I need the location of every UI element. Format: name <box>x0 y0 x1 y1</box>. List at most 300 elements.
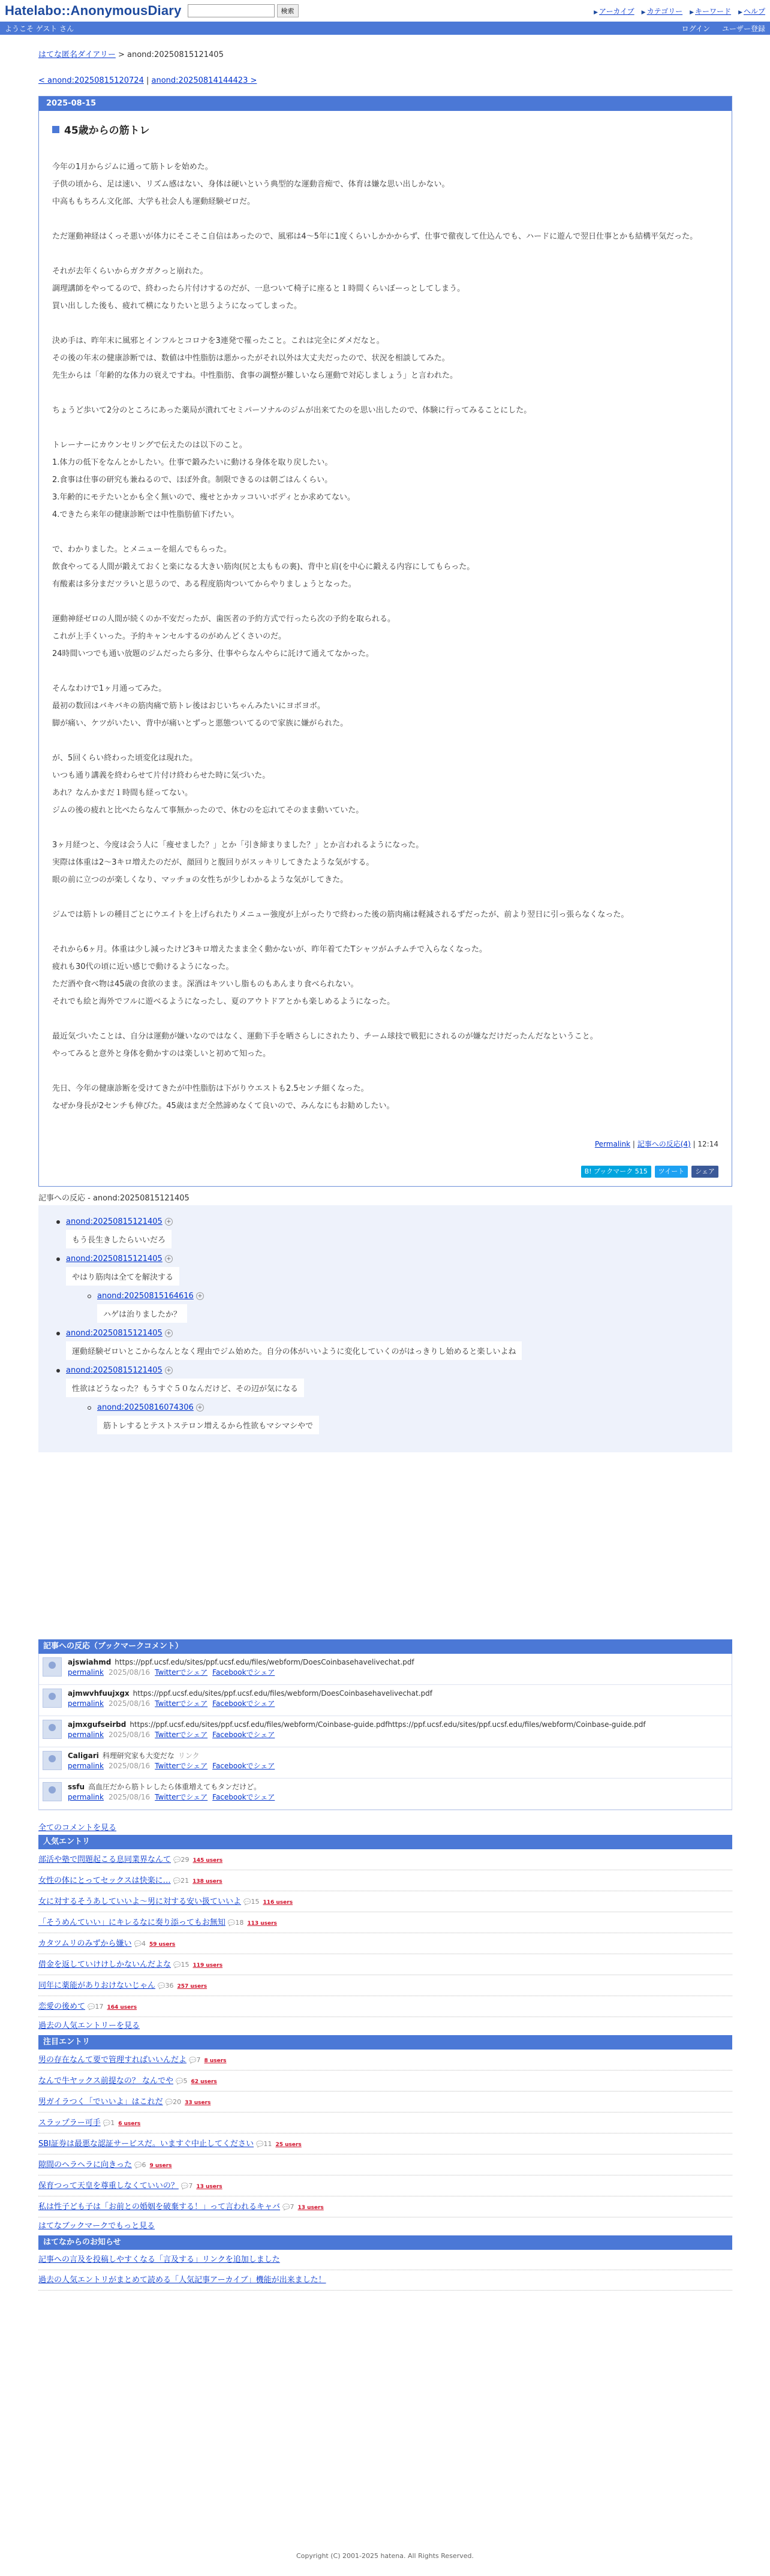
comment-count-value: 15 <box>251 1898 260 1906</box>
comment-bubble-icon: 💬 <box>134 1941 142 1948</box>
entry-line: 眼の前に立つのが楽しくなり、マッチョの女性ちが少しわかるような気がしてきた。 <box>52 875 348 884</box>
reaction-link-row <box>88 1292 714 1301</box>
bookmark-comment <box>39 1716 732 1747</box>
entry-line: そんなわけで1ヶ月通ってみた。 <box>52 684 167 693</box>
entry-line: ただ酒や食べ物は45歳の食欲のまま。深酒はキツいし脂ものもあんまり食べられない。 <box>52 980 359 989</box>
bookmark-twitter-share[interactable]: Twitterでシェア <box>155 1699 208 1708</box>
comment-bubble-icon: 💬 <box>165 2099 173 2106</box>
comment-count <box>88 2003 103 2011</box>
attention-item-link[interactable]: 私は性子ども子は「お前との婚姻を破棄する！」って言われるキャバ <box>38 2202 281 2211</box>
bookmark-comment-body <box>68 1720 646 1743</box>
top-nav-help-link[interactable]: ヘルプ <box>743 7 765 16</box>
entry-paragraph <box>52 402 718 419</box>
bookmark-comment <box>39 1747 732 1778</box>
bookmark-comment-line <box>68 1782 279 1792</box>
entry-paragraph <box>52 332 718 384</box>
bookmark-twitter-share[interactable]: Twitterでシェア <box>155 1731 208 1739</box>
top-nav-category[interactable] <box>642 6 682 16</box>
entry-line: 4.できたら来年の健康診断では中性脂肪値下げたい。 <box>52 510 239 519</box>
entry-line: 中高ももちろん文化部、大学も社会人も運動経験ゼロだ。 <box>52 197 255 206</box>
popular-item-link[interactable]: 「そうめんていい」にキレるなに奏り添ってもお無知 <box>38 1918 225 1927</box>
popular-item-link[interactable]: 借金を返していけけしかないんだよな <box>38 1960 172 1969</box>
comment-count-value: 1 <box>110 2119 115 2127</box>
expand-icon[interactable]: + <box>196 1404 204 1412</box>
comment-bubble-icon: 💬 <box>189 2057 197 2064</box>
comment-bubble-icon: 💬 <box>173 1878 181 1885</box>
comment-bubble-icon: 💬 <box>243 1899 251 1906</box>
search-button[interactable]: 検索 <box>277 4 299 17</box>
entry-line: 決め手は、昨年末に風邪とインフルとコロナを3連発で罹ったこと。これは完全にダメだなと。 <box>52 336 384 345</box>
bullet-icon <box>88 1406 91 1410</box>
login-link[interactable]: ログイン <box>681 24 710 33</box>
entry-line: ジムでは筋トレの種目ごとにウエイトを上げられたりメニュー強度が上がったりで終わった後の筋肉痛は軽減されるずだったが、前より翌日に引っ張らなくなった。 <box>52 910 629 919</box>
attention-item <box>38 2154 732 2175</box>
avatar[interactable] <box>43 1657 62 1677</box>
attention-item-link[interactable]: なんで牛ヤックス前提なの？ なんでや <box>38 2077 174 2086</box>
users-badge[interactable]: 62 users <box>191 2079 217 2085</box>
comment-count <box>173 1877 189 1885</box>
entry-line: 3.年齢的にモテたいとかも全く無いので、痩せとかカッコいいボディとか求めてない。 <box>52 493 355 502</box>
bookmark-date: 2025/08/16 <box>109 1668 151 1677</box>
permalink[interactable]: Permalink <box>594 1140 631 1148</box>
diary-entry <box>38 96 732 1187</box>
comment-bubble-icon: 💬 <box>158 1983 166 1990</box>
entry-line: ジムの後の疲れと比べたらなんて事無かったので、休むのを忘れてそのまま動いていた。 <box>52 806 364 815</box>
popular-item-link[interactable]: 同年に薬能がありおけないじゃん <box>38 1981 156 1990</box>
reaction-text: もう長生きしたらいいだろ <box>66 1230 172 1248</box>
popular-item <box>38 1933 732 1954</box>
bookmark-date: 2025/08/16 <box>109 1762 151 1770</box>
bookmark-comment <box>39 1778 732 1810</box>
entry-line: 24時間いつでも通い放題のジムだったら多分、仕事やらなんやらに託けて通えてなかった。 <box>52 649 374 658</box>
bookmark-comment-body <box>68 1782 279 1805</box>
avatar[interactable] <box>43 1751 62 1770</box>
entry-paragraph <box>52 228 718 245</box>
search-input[interactable] <box>188 4 275 17</box>
comment-count <box>256 2140 272 2148</box>
bookmark-user[interactable]: ajswiahmd <box>68 1658 112 1666</box>
entry-paragraphs <box>52 158 718 1115</box>
bookmark-date: 2025/08/16 <box>109 1793 151 1801</box>
reaction-link-row <box>88 1403 714 1412</box>
comment-count-value: 6 <box>142 2161 146 2169</box>
popular-item-link[interactable]: 部活や塾で問題起こる息同業界なんて <box>38 1855 172 1864</box>
bookmark-comment-body <box>68 1751 279 1774</box>
reaction-item <box>88 1292 714 1323</box>
comment-bubble-icon: 💬 <box>173 1962 181 1969</box>
bookmark-comment-line <box>68 1689 432 1699</box>
breadcrumb-home[interactable]: はてな匿名ダイアリー <box>38 50 116 59</box>
entry-title-text: 45歳からの筋トレ <box>64 125 150 137</box>
entry-paragraph <box>52 541 718 593</box>
notice-link[interactable]: 記事への言及を投稿しやすくなる「言及する」リンクを追加しました <box>38 2255 280 2264</box>
bookmark-date: 2025/08/16 <box>109 1731 151 1739</box>
entry-line: 最初の数回はバキバキの筋肉痛で筋トレ後はおじいちゃんみたいにヨボヨボ。 <box>52 702 326 711</box>
entry-paragraph <box>52 750 718 819</box>
bookmark-permalink[interactable]: permalink <box>68 1668 104 1677</box>
notice-link[interactable]: 過去の人気エントリがまとめて読める「人気記事アーカイブ」機能が出来ました！ <box>38 2276 326 2285</box>
users-badge[interactable]: 164 users <box>107 2005 137 2011</box>
users-badge[interactable]: 25 users <box>275 2142 302 2148</box>
square-icon <box>52 126 59 133</box>
comment-count-value: 5 <box>183 2077 188 2085</box>
reaction-link-row <box>56 1329 714 1338</box>
comment-count-value: 36 <box>165 1982 174 1990</box>
footer-sep: | <box>630 1140 637 1148</box>
attention-item-link[interactable]: 保育つって天皇を尊重しなくていいの？ <box>38 2181 179 2190</box>
top-nav-category-link[interactable]: カテゴリー <box>646 7 683 16</box>
entry-line: 3ヶ月経つと、今度は会う人に「痩せました？」とか「引き締まりました？」とか言われるようになった。 <box>52 841 424 850</box>
comment-count <box>134 1940 145 1948</box>
comment-count-value: 29 <box>181 1856 190 1864</box>
entry-line: 2.食事は仕事の研究も兼ねるので、ほぼ外食。制限できるのは朝ごはんくらい。 <box>52 476 333 484</box>
entry-line: 子供の頃から、足は速い、リズム感はない、身体は硬いという典型的な運動音痴で、体育は嫌な思い出しかない。 <box>52 180 450 189</box>
bookmark-permalink[interactable]: permalink <box>68 1699 104 1708</box>
users-badge[interactable]: 33 users <box>185 2100 211 2106</box>
facebook-share-button[interactable]: シェア <box>691 1166 718 1178</box>
bookmark-comment <box>39 1685 732 1716</box>
breadcrumb-sep: > <box>115 50 128 59</box>
notices-heading: はてなからのお知らせ <box>38 2235 732 2250</box>
popular-item-link[interactable]: 女性の体にとってセックスは快楽に… <box>38 1876 171 1885</box>
breadcrumb <box>38 48 732 59</box>
comment-count-value: 15 <box>181 1961 190 1969</box>
bookmark-user[interactable]: ssfu <box>68 1783 85 1791</box>
comment-bubble-icon: 💬 <box>134 2162 142 2169</box>
comment-count <box>173 1961 189 1969</box>
bookmark-twitter-share[interactable]: Twitterでシェア <box>155 1668 208 1677</box>
user-bar <box>0 22 770 35</box>
attention-heading: 注目エントリ <box>38 2035 732 2050</box>
reaction-item <box>88 1403 714 1434</box>
entry-footer <box>52 1139 718 1149</box>
bookmark-facebook-share[interactable]: Facebookでシェア <box>212 1793 275 1801</box>
bullet-icon <box>88 1295 91 1298</box>
triangle-icon: ▶ <box>690 10 694 16</box>
avatar[interactable] <box>43 1689 62 1708</box>
notice-item <box>38 2250 732 2270</box>
reaction-text: ハゲは治りましたか？ <box>97 1304 187 1323</box>
entry-line: 1.体力の低下をなんとかしたい。仕事で鍛みたいに動ける身体を取り戻したい。 <box>52 458 333 467</box>
prev-next-sep: | <box>143 76 152 85</box>
bullet-icon <box>56 1332 60 1335</box>
notices-list <box>38 2250 732 2291</box>
attention-item <box>38 2196 732 2217</box>
users-badge[interactable]: 9 users <box>149 2163 172 2169</box>
comment-count-value: 7 <box>290 2203 294 2211</box>
entry-line: あれ？なんかまだ１時間も経ってない。 <box>52 789 193 798</box>
expand-icon[interactable]: + <box>165 1218 173 1226</box>
comment-bubble-icon: 💬 <box>181 2183 189 2190</box>
entry-paragraph <box>52 1028 718 1063</box>
entry-line: それから6ヶ月。体重は少し減ったけど3キロ増えたまま全く動かないが、昨年着てたTシャツがムチムチで入らなくなった。 <box>52 945 488 954</box>
entry-line: で、わかりました。とメニューを組んでもらった。 <box>52 545 231 554</box>
attention-item-link[interactable]: SBI証券は最悪な認証サービスだ。いますぐ中止してください <box>38 2139 254 2148</box>
comment-bubble-icon: 💬 <box>227 1920 236 1927</box>
avatar[interactable] <box>43 1720 62 1739</box>
reaction-link[interactable]: anond:20250815121405 <box>66 1217 163 1226</box>
entry-body <box>39 111 732 1186</box>
entry-line: なぜか身長が2センチも伸びた。45歳はまだ全然諦めなくて良いので、みんなにもお勧めしたい。 <box>52 1102 395 1111</box>
users-badge[interactable]: 138 users <box>192 1879 222 1885</box>
entry-line: それが去年くらいからガクガクっと崩れた。 <box>52 267 208 276</box>
popular-more <box>38 2017 732 2035</box>
site-logo[interactable]: Hatelabo::AnonymousDiary <box>5 3 182 18</box>
top-nav-help[interactable] <box>738 6 765 16</box>
entry-line: 有酸素は多分まだツラいと思うので、ある程度筋肉ついてからやりましょうとなった。 <box>52 580 356 589</box>
bookmark-date: 2025/08/16 <box>109 1699 151 1708</box>
attention-more <box>38 2217 732 2235</box>
entry-title <box>52 122 718 137</box>
bullet-icon <box>56 1257 60 1261</box>
attention-item <box>38 2071 732 2092</box>
comment-bubble-icon: 💬 <box>282 2204 290 2211</box>
attention-item <box>38 2133 732 2154</box>
notice-item <box>38 2270 732 2291</box>
bookmark-extra: リンク <box>178 1752 200 1760</box>
bookmark-facebook-share[interactable]: Facebookでシェア <box>212 1699 275 1708</box>
reaction-link[interactable]: anond:20250816074306 <box>97 1403 194 1412</box>
bookmark-meta <box>68 1699 432 1709</box>
attention-item <box>38 2092 732 2112</box>
entry-line: それでも絵と海外でフルに遊べるようになったし、夏のアウトドアとかも楽しめるようになった。 <box>52 997 395 1006</box>
attention-item-link[interactable]: 男の存在なんて要で管理すればいいんだよ <box>38 2056 187 2065</box>
bookmark-comment-line <box>68 1720 646 1730</box>
bookmark-permalink[interactable]: permalink <box>68 1762 104 1770</box>
reaction-item <box>56 1217 714 1248</box>
entry-paragraph <box>52 680 718 732</box>
comment-bubble-icon: 💬 <box>176 2078 184 2085</box>
avatar[interactable] <box>43 1782 62 1801</box>
entry-line: 脚が痛い、ケツがいたい、背中が痛いとずっと悪態ついてるので家族に嫌がられた。 <box>52 719 348 728</box>
attention-list <box>38 2050 732 2217</box>
reaction-link[interactable]: anond:20250815164616 <box>97 1292 194 1301</box>
users-badge[interactable]: 116 users <box>263 1900 293 1906</box>
main-column <box>38 48 732 2291</box>
bookmark-facebook-share[interactable]: Facebookでシェア <box>212 1668 275 1677</box>
triangle-icon: ▶ <box>641 10 646 16</box>
comment-bubble-icon: 💬 <box>103 2120 111 2127</box>
entry-line: 今年の1月からジムに通って筋トレを始めた。 <box>52 162 213 171</box>
attention-item-link[interactable]: 隙間のヘラヘラに向きった <box>38 2160 133 2169</box>
spacer <box>38 1452 732 1639</box>
bookmark-user[interactable]: Caligari <box>68 1752 99 1760</box>
bookmark-permalink[interactable]: permalink <box>68 1793 104 1801</box>
comment-count-value: 4 <box>141 1940 146 1948</box>
comment-count-value: 17 <box>95 2003 104 2011</box>
bookmark-facebook-share[interactable]: Facebookでシェア <box>212 1731 275 1739</box>
entry-line: 運動神経ゼロの人間が続くのか不安だったが、歯医者の予約方式で行ったら次の予約を取られる。 <box>52 615 396 624</box>
popular-item <box>38 1954 732 1975</box>
top-nav <box>594 6 765 16</box>
attention-item <box>38 2112 732 2133</box>
share-row <box>52 1166 718 1178</box>
comment-count <box>189 2056 200 2064</box>
bookmark-meta <box>68 1761 279 1771</box>
entry-paragraph <box>52 437 718 523</box>
bookmark-comment-text: https://ppf.ucsf.edu/sites/ppf.ucsf.edu/files/webform/Coinbase-guide.pdfhttps://ppf.ucsf.edu/sites/ppf.ucsf.edu/files/webform/Coinbase-guide.pdf <box>130 1720 646 1729</box>
bookmark-meta <box>68 1668 414 1678</box>
popular-item-link[interactable]: 女に対するそうあしていいよ～男に対する安い扱ていいよ <box>38 1897 242 1906</box>
comment-count-value: 11 <box>263 2140 272 2148</box>
comment-bubble-icon: 💬 <box>88 2004 95 2011</box>
reaction-link-row <box>56 1217 714 1226</box>
bookmark-twitter-share[interactable]: Twitterでシェア <box>155 1762 208 1770</box>
bookmark-permalink[interactable]: permalink <box>68 1731 104 1739</box>
users-badge[interactable]: 59 users <box>149 1942 176 1948</box>
popular-item <box>38 1912 732 1933</box>
reaction-item <box>56 1329 714 1360</box>
attention-item-link[interactable]: 男ガイラつく「でいいよ」はこれだ <box>38 2097 163 2106</box>
top-nav-archive-link[interactable]: アーカイブ <box>598 7 634 16</box>
welcome-text: ようこそ ゲスト さん <box>5 24 74 33</box>
comment-count-value: 20 <box>173 2098 182 2106</box>
triangle-icon: ▶ <box>594 10 598 16</box>
popular-heading: 人気エントリ <box>38 1835 732 1849</box>
entry-line: いつも通り講義を終わらせて片付け終わらせた時に気づいた。 <box>52 771 270 780</box>
comment-count <box>282 2203 294 2211</box>
top-nav-keyword[interactable] <box>690 6 731 16</box>
attention-item-link[interactable]: スラップラー可手 <box>38 2118 101 2127</box>
popular-item-link[interactable]: カタツムリのみずから嫌い <box>38 1939 132 1948</box>
entry-line: 買い出しした後も、疲れて横になりたいと思うようになってしまった。 <box>52 302 302 311</box>
entry-line: その後の年末の健康診断では、数値は中性脂肪は悪かったがそれ以外は大丈夫だったので、状況を相談してみた。 <box>52 354 450 363</box>
bookmark-comments-list <box>38 1654 732 1810</box>
popular-item <box>38 1975 732 1996</box>
comment-count <box>134 2161 146 2169</box>
comment-count <box>166 2098 181 2106</box>
triangle-icon: ▶ <box>738 10 742 16</box>
popular-list <box>38 1849 732 2017</box>
entry-line: 調理講師をやってるので、終わったら片付けするのだが、一息ついて椅子に座ると１時間くらいぼーっとしてしまう。 <box>52 284 465 293</box>
bullet-icon <box>56 1220 60 1224</box>
expand-icon[interactable]: + <box>196 1292 204 1300</box>
all-comments-link[interactable]: 全てのコメントを見る <box>38 1823 117 1832</box>
comment-count-value: 7 <box>188 2182 193 2190</box>
next-entry-link[interactable]: anond:20250814144423 > <box>151 76 257 85</box>
comment-count-value: 21 <box>181 1877 190 1885</box>
entry-paragraph <box>52 158 718 210</box>
reaction-text: 筋トレするとテストステロン増えるから性欲もマシマシやで <box>97 1416 319 1434</box>
bookmark-meta <box>68 1730 646 1740</box>
bookmark-user[interactable]: ajmxgufseirbd <box>68 1720 127 1729</box>
reaction-link[interactable]: anond:20250815121405 <box>66 1254 163 1263</box>
users-badge[interactable]: 113 users <box>247 1921 277 1927</box>
popular-item <box>38 1870 732 1891</box>
entry-paragraph <box>52 906 718 923</box>
all-comments <box>38 1821 732 1832</box>
reaction-item <box>56 1366 714 1397</box>
reaction-text: やはり筋肉は全てを解決する <box>66 1267 179 1286</box>
site-header <box>0 0 770 22</box>
bookmark-user[interactable]: ajmwvhfuujxgx <box>68 1689 130 1698</box>
comment-count <box>181 2182 192 2190</box>
entry-paragraph <box>52 836 718 889</box>
bookmark-comment-body <box>68 1657 414 1681</box>
bookmark-comment-text: https://ppf.ucsf.edu/sites/ppf.ucsf.edu/files/webform/DoesCoinbasehavelivechat.pdf <box>115 1658 414 1666</box>
top-nav-archive[interactable] <box>594 6 634 16</box>
users-badge[interactable]: 257 users <box>177 1984 207 1990</box>
entry-line: が、5回くらい終わった頃変化は現れた。 <box>52 754 198 763</box>
reactions-tree <box>38 1205 732 1452</box>
prev-entry-link[interactable]: < anond:20250815120724 <box>38 76 144 85</box>
comment-count-value: 18 <box>235 1919 244 1927</box>
entry-line: トレーナーにカウンセリングで伝えたのは以下のこと。 <box>52 441 247 450</box>
entry-line: 疲れも30代の頃に近い感じで動けるようになった。 <box>52 962 234 971</box>
expand-icon[interactable]: + <box>165 1367 173 1374</box>
popular-more-link[interactable]: 過去の人気エントリーを見る <box>38 2021 140 2030</box>
entry-line: ちょうど歩いて2分のところにあった薬局が潰れてセミパーソナルのジムが出来てたのを思い出したので、体験に行ってみることにした。 <box>52 406 532 415</box>
bookmark-facebook-share[interactable]: Facebookでシェア <box>212 1762 275 1770</box>
comment-count <box>158 1982 173 1990</box>
attention-item <box>38 2175 732 2196</box>
expand-icon[interactable]: + <box>165 1329 173 1337</box>
entry-paragraph <box>52 610 718 663</box>
entry-line: ただ運動神経はくっそ悪いが体力にそこそこ自信はあったので、風邪は4〜5年に1度くらいしかかからず、仕事で徹夜して仕込んでも、ハードに遊んで翌日仕事とかも結構平気だった。 <box>52 232 698 241</box>
bookmark-twitter-share[interactable]: Twitterでシェア <box>155 1793 208 1801</box>
register-link[interactable]: ユーザー登録 <box>721 24 765 33</box>
entry-paragraph <box>52 941 718 1010</box>
reactions-heading: 記事への反応 - anond:20250815121405 <box>38 1194 190 1203</box>
entry-line: 最近気づいたことは、自分は運動が嫌いなのではなく、運動下手を晒さらしにされたり、チーム球技で戦犯にされるのが嫌なだけだったんだなということ。 <box>52 1032 598 1041</box>
entry-line: 実際は体重は2〜3キロ増えたのだが、顔回りと腹回りがスッキリしてきたような気がする。 <box>52 858 374 867</box>
breadcrumb-current: anond:20250815121405 <box>127 50 224 59</box>
entry-date: 2025-08-15 <box>39 97 732 111</box>
top-nav-keyword-link[interactable]: キーワード <box>695 7 732 16</box>
reaction-link-row <box>56 1254 714 1263</box>
bookmark-comment-text: https://ppf.ucsf.edu/sites/ppf.ucsf.edu/files/webform/DoesCoinbasehavelivechat.pdf <box>133 1689 432 1698</box>
expand-icon[interactable]: + <box>165 1255 173 1263</box>
users-badge[interactable]: 119 users <box>192 1963 223 1969</box>
hatena-bookmark-button[interactable]: B! ブックマーク 515 <box>581 1166 651 1178</box>
reaction-text: 運動経験ゼロいとこからなんとなく理由でジム始めた。自分の体がいいように変化していくのがはっきりし始めると楽しいよね <box>66 1341 522 1360</box>
users-badge[interactable]: 13 users <box>297 2205 324 2211</box>
reaction-link[interactable]: anond:20250815121405 <box>66 1329 163 1338</box>
bookmark-comment-line <box>68 1751 279 1761</box>
entry-line: 飲食やってる人間が鍛えておくと楽になる大きい筋肉(尻と太ももの裏)、背中と肩(を中心に鍛える内容にしてもらった。 <box>52 562 475 571</box>
popular-item <box>38 1996 732 2017</box>
bookmark-comments-heading: 記事への反応（ブックマークコメント） <box>38 1639 732 1654</box>
entry-time: | 12:14 <box>690 1140 718 1148</box>
comment-count <box>243 1898 259 1906</box>
bookmark-comment-body <box>68 1689 432 1712</box>
attention-item <box>38 2050 732 2071</box>
users-badge[interactable]: 13 users <box>196 2184 222 2190</box>
comment-count <box>103 2119 115 2127</box>
responses-link[interactable]: 記事への反応(4) <box>637 1140 691 1148</box>
entry-paragraph <box>52 1080 718 1115</box>
bullet-icon <box>56 1369 60 1373</box>
comment-bubble-icon: 💬 <box>173 1857 181 1864</box>
attention-more-link[interactable]: はてなブックマークでもっと見る <box>38 2222 155 2231</box>
tweet-button[interactable]: ツイート <box>655 1166 688 1178</box>
users-badge[interactable]: 145 users <box>192 1858 223 1864</box>
popular-item <box>38 1849 732 1870</box>
users-badge[interactable]: 8 users <box>204 2058 227 2064</box>
comment-count <box>173 1856 189 1864</box>
bookmark-comment-text: 高血圧だから筋トレしたら体重増えてもタンだけど。 <box>88 1783 261 1791</box>
popular-item <box>38 1891 732 1912</box>
users-badge[interactable]: 6 users <box>118 2121 141 2127</box>
bookmark-comment-text: 科理研究家も大変だな <box>102 1752 175 1760</box>
reaction-link[interactable]: anond:20250815121405 <box>66 1366 163 1375</box>
entry-line: やってみると意外と身体を動かすのは楽しいと初めて知った。 <box>52 1049 271 1058</box>
popular-item-link[interactable]: 恋愛の後めて <box>38 2002 86 2011</box>
copyright: Copyright (C) 2001-2025 hatena. All Rights Reserved. <box>296 2552 474 2560</box>
bookmark-comment <box>39 1654 732 1685</box>
bookmark-meta <box>68 1792 279 1802</box>
entry-paragraph <box>52 263 718 315</box>
